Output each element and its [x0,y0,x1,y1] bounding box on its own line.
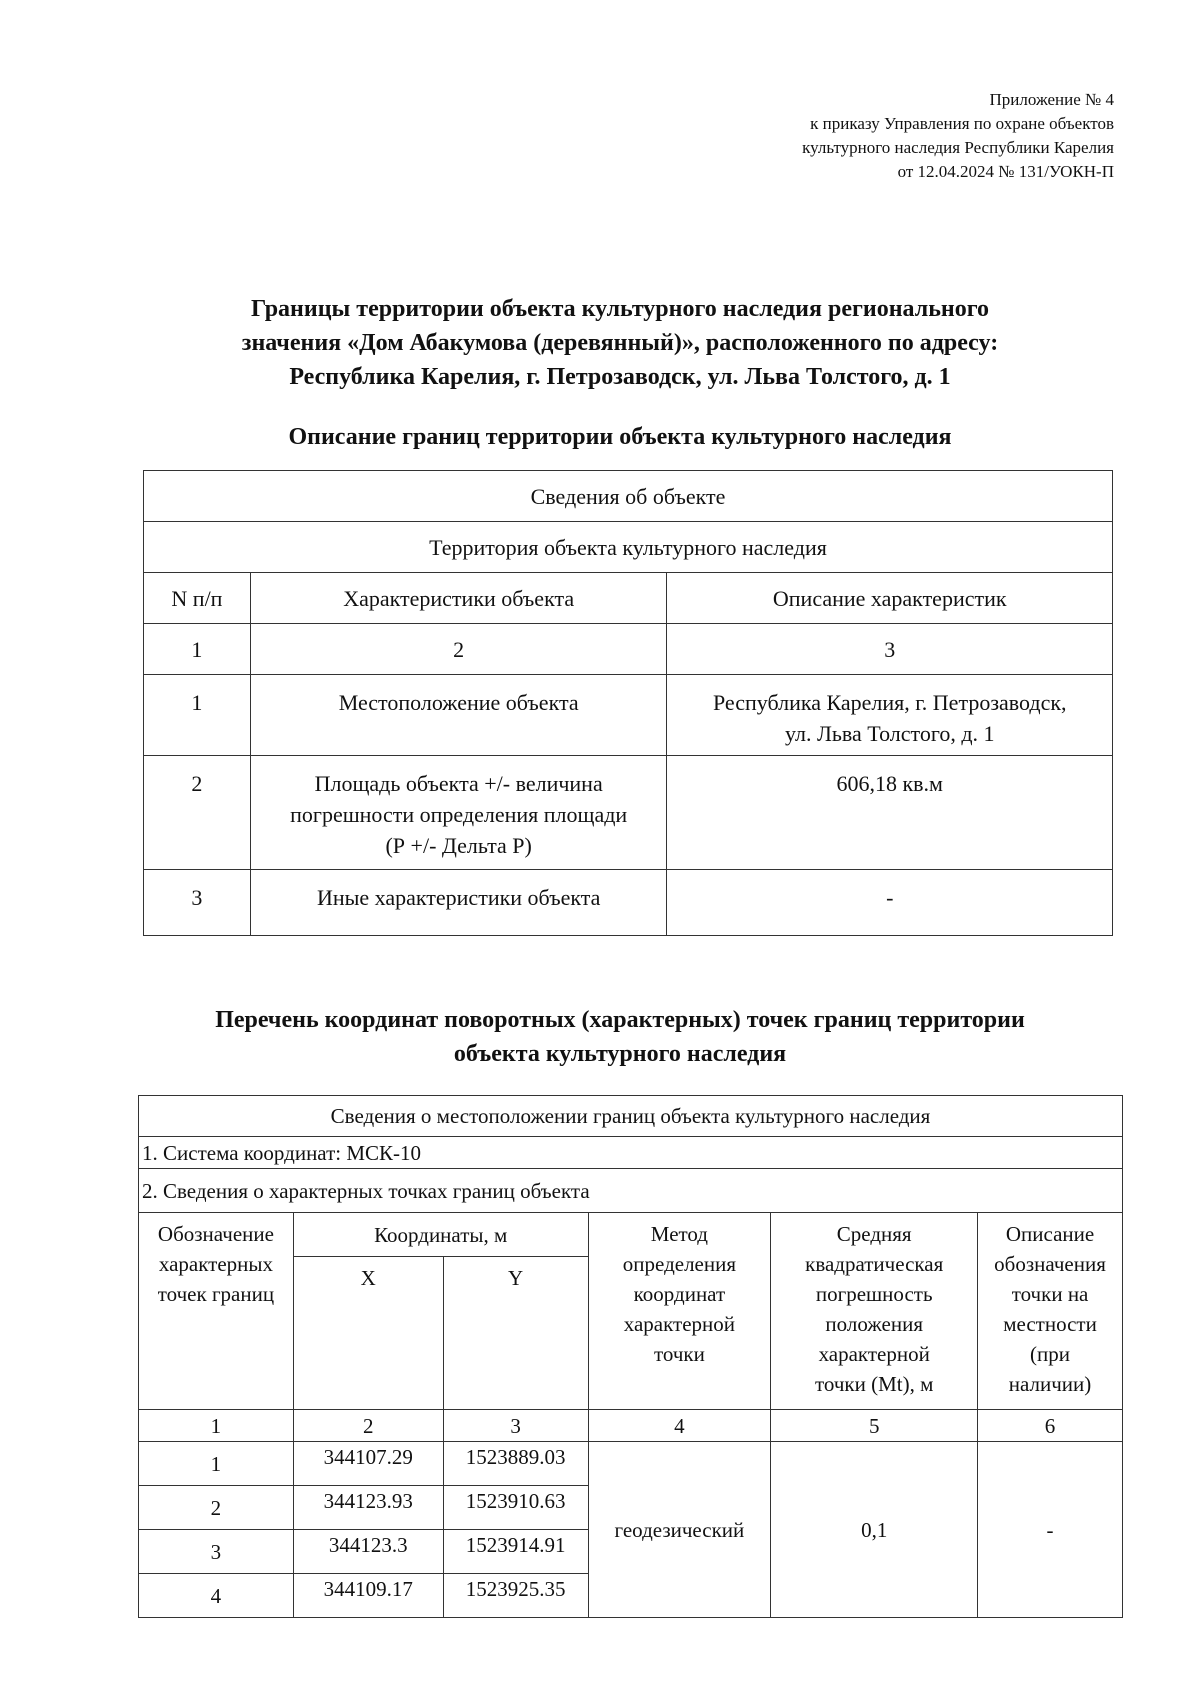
document-title [130,292,1110,394]
table-row [144,675,1113,756]
column-header-location: Описание обозначения точки на местности (при наличии) [978,1213,1123,1410]
column-index: 2 [250,624,667,675]
row-characteristic: Площадь объекта +/- величина погрешности определения площади (Р +/- Дельта Р) [250,756,667,870]
appendix-line: культурного наследия Республики Карелия [802,138,1114,157]
column-index: 6 [978,1410,1123,1442]
point-x: 344123.93 [293,1486,443,1530]
point-y: 1523914.91 [443,1530,588,1574]
point-y: 1523889.03 [443,1442,588,1486]
point-number: 1 [139,1442,294,1486]
column-index: 5 [771,1410,978,1442]
appendix-line: от 12.04.2024 № 131/УОКН-П [897,162,1114,181]
point-y: 1523925.35 [443,1574,588,1618]
coordinate-system: 1. Система координат: МСК-10 [139,1137,1123,1169]
row-number: 3 [144,870,251,936]
table-subheader: Территория объекта культурного наследия [144,522,1113,573]
appendix-header [614,88,1114,184]
points-info: 2. Сведения о характерных точках границ объекта [139,1169,1123,1213]
point-method: геодезический [588,1442,771,1618]
title-line: значения «Дом Абакумова (деревянный)», расположенного по адресу: [241,330,999,356]
column-index: 4 [588,1410,771,1442]
row-description: Республика Карелия, г. Петрозаводск, ул. Льва Толстого, д. 1 [667,675,1113,756]
column-index: 3 [667,624,1113,675]
table-row [139,1442,1123,1486]
table-header: Сведения об объекте [144,471,1113,522]
point-location: - [978,1442,1123,1618]
object-info-table [143,470,1113,936]
title-line: Границы территории объекта культурного наследия регионального [250,296,990,322]
column-index: 2 [293,1410,443,1442]
column-index: 1 [144,624,251,675]
point-x: 344109.17 [293,1574,443,1618]
point-x: 344123.3 [293,1530,443,1574]
point-number: 3 [139,1530,294,1574]
point-error: 0,1 [771,1442,978,1618]
table-header: Сведения о местоположении границ объекта культурного наследия [139,1096,1123,1137]
row-characteristic: Иные характеристики объекта [250,870,667,936]
row-description: 606,18 кв.м [667,756,1113,870]
row-number: 2 [144,756,251,870]
column-header-x: X [293,1257,443,1410]
column-header-coordinates: Координаты, м [293,1213,588,1257]
table-row [144,870,1113,936]
point-number: 2 [139,1486,294,1530]
coordinates-table [138,1095,1123,1618]
appendix-line: к приказу Управления по охране объектов [810,114,1114,133]
column-header-description: Описание характеристик [667,573,1113,624]
point-y: 1523910.63 [443,1486,588,1530]
row-characteristic: Местоположение объекта [250,675,667,756]
column-index: 3 [443,1410,588,1442]
section1-heading: Описание границ территории объекта культурного наследия [288,424,952,450]
table-row [144,756,1113,870]
section2-heading: Перечень координат поворотных (характерных) точек границ территории объекта культурного наследия [215,1007,1025,1067]
row-description: - [667,870,1113,936]
column-header-characteristic: Характеристики объекта [250,573,667,624]
column-header-y: Y [443,1257,588,1410]
column-header-designation: Обозначение характерных точек границ [139,1213,294,1410]
column-header-method: Метод определения координат характерной точки [588,1213,771,1410]
appendix-line: Приложение № 4 [989,90,1114,109]
row-number: 1 [144,675,251,756]
column-index: 1 [139,1410,294,1442]
column-header-error: Средняя квадратическая погрешность положения характерной точки (Mt), м [771,1213,978,1410]
point-x: 344107.29 [293,1442,443,1486]
title-line: Республика Карелия, г. Петрозаводск, ул. Льва Толстого, д. 1 [289,364,951,390]
point-number: 4 [139,1574,294,1618]
column-header-number: N п/п [144,573,251,624]
